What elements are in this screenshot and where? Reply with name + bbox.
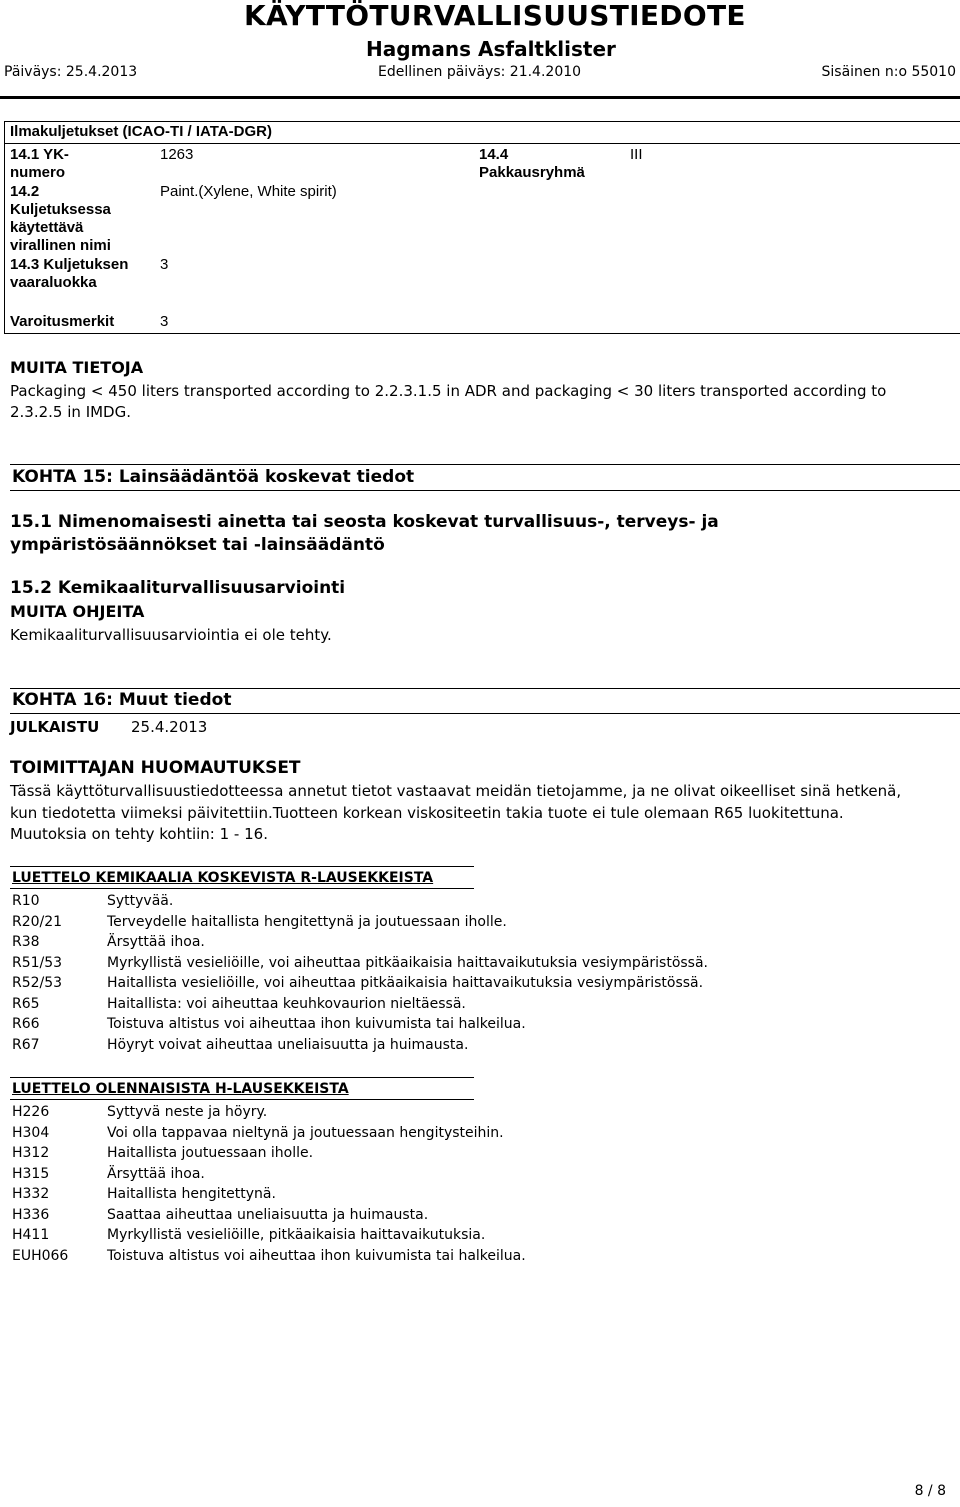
list-item xyxy=(12,892,173,910)
list-item xyxy=(12,1103,267,1121)
shipping-name-label: 14.2 Kuljetuksessa käytettävä virallinen nimi xyxy=(10,183,111,254)
supplier-notes-line-1: Tässä käyttöturvallisuustiedotteessa annetut tietot vastaavat meidän tietojamme, ja ne olivat oikeelliset sinä hetkenä, xyxy=(10,782,902,800)
un-number-label: 14.1 YK-numero xyxy=(10,146,69,181)
phrase-code: R51/53 xyxy=(12,954,63,971)
phrase-code: R20/21 xyxy=(12,913,63,930)
list-item xyxy=(12,933,205,951)
section-16-heading: KOHTA 16: Muut tiedot xyxy=(12,690,232,710)
un-number-value: 1263 xyxy=(160,146,194,163)
phrase-text: Saattaa aiheuttaa uneliaisuutta ja huimausta. xyxy=(107,1206,429,1223)
section-15-top-rule xyxy=(10,464,960,465)
section-16-top-rule xyxy=(10,688,960,689)
list-item xyxy=(12,1247,526,1265)
list-item xyxy=(12,1185,276,1203)
divider xyxy=(4,143,960,144)
list-item xyxy=(12,974,703,992)
shipping-name-value: Paint.(Xylene, White spirit) xyxy=(160,183,337,200)
other-info-line-2: 2.3.2.5 in IMDG. xyxy=(10,403,131,421)
warning-marks-value: 3 xyxy=(160,313,169,330)
phrase-text: Syttyvä neste ja höyry. xyxy=(107,1104,268,1120)
h-list-top-rule xyxy=(10,1077,474,1078)
h-list-title-rule xyxy=(10,1099,474,1100)
list-item xyxy=(12,995,466,1013)
section-15-2-heading: 15.2 Kemikaaliturvallisuusarviointi xyxy=(10,578,346,598)
phrase-text: Haitallista hengitettynä. xyxy=(107,1186,276,1202)
section-15-2-text: Kemikaaliturvallisuusarviointia ei ole tehty. xyxy=(10,626,332,644)
page-number: 8 / 8 xyxy=(914,1483,946,1499)
phrase-text: Myrkyllistä vesieliöille, voi aiheuttaa pitkäaikaisia haittavaikutuksia vesiympäristössä. xyxy=(107,954,709,971)
other-info-heading: MUITA TIETOJA xyxy=(10,358,144,377)
list-item xyxy=(12,1165,205,1183)
section-15-heading: KOHTA 15: Lainsäädäntöä koskevat tiedot xyxy=(12,467,415,487)
list-item xyxy=(12,1144,313,1162)
section-15-1-line-1: 15.1 Nimenomaisesti ainetta tai seosta koskevat turvallisuus-, terveys- ja xyxy=(10,512,719,532)
list-item xyxy=(12,913,507,931)
phrase-text: Toistuva altistus voi aiheuttaa ihon kuivumista tai halkeilua. xyxy=(107,1247,526,1264)
phrase-text: Höyryt voivat aiheuttaa uneliaisuutta ja huimausta. xyxy=(107,1036,469,1053)
internal-number: Sisäinen n:o 55010 xyxy=(821,64,956,80)
air-transport-title: Ilmakuljetukset (ICAO-TI / IATA-DGR) xyxy=(10,123,272,140)
phrase-code: R66 xyxy=(12,1016,40,1032)
issued-value: 25.4.2013 xyxy=(131,718,208,736)
phrase-code: R52/53 xyxy=(12,975,63,991)
list-item xyxy=(12,1124,504,1142)
h-phrases-title: LUETTELO OLENNAISISTA H-LAUSEKKEISTA xyxy=(12,1081,349,1097)
hazard-class-value: 3 xyxy=(160,256,169,273)
r-list-top-rule xyxy=(10,866,474,867)
other-info-line-1: Packaging < 450 liters transported according to 2.2.3.1.5 in ADR and packaging < 30 liters transported according to xyxy=(10,382,887,400)
section-16-bottom-rule xyxy=(10,713,960,714)
phrase-code: R38 xyxy=(12,934,40,950)
phrase-code: R67 xyxy=(12,1036,40,1053)
section-15-bottom-rule xyxy=(10,490,960,491)
list-item xyxy=(12,1206,428,1224)
other-instructions-heading: MUITA OHJEITA xyxy=(10,602,145,621)
phrase-text: Voi olla tappavaa nieltynä ja joutuessaan hengitysteihin. xyxy=(107,1124,504,1141)
phrase-code: H226 xyxy=(12,1104,50,1120)
phrase-code: H315 xyxy=(12,1165,50,1182)
supplier-notes-heading: TOIMITTAJAN HUOMAUTUKSET xyxy=(10,758,301,778)
phrase-code: EUH066 xyxy=(12,1247,69,1264)
phrase-text: Toistuva altistus voi aiheuttaa ihon kuivumista tai halkeilua. xyxy=(107,1016,526,1032)
r-phrases-title: LUETTELO KEMIKAALIA KOSKEVISTA R-LAUSEKKEISTA xyxy=(12,870,434,886)
phrase-text: Myrkyllistä vesieliöille, pitkäaikaisia haittavaikutuksia. xyxy=(107,1227,486,1243)
warning-marks-label: Varoitusmerkit xyxy=(10,313,115,330)
supplier-notes-line-3: Muutoksia on tehty kohtiin: 1 - 16. xyxy=(10,825,268,843)
issued-label: JULKAISTU xyxy=(10,718,100,736)
date: Päiväys: 25.4.2013 xyxy=(4,64,138,80)
phrase-code: H411 xyxy=(12,1227,50,1243)
phrase-text: Haitallista vesieliöille, voi aiheuttaa pitkäaikaisia haittavaikutuksia vesiympäristössä. xyxy=(107,975,704,991)
previous-date: Edellinen päiväys: 21.4.2010 xyxy=(378,64,582,80)
phrase-code: H336 xyxy=(12,1206,50,1223)
header-rule xyxy=(0,96,960,99)
r-phrases-list xyxy=(12,892,912,1062)
phrase-code: H332 xyxy=(12,1186,50,1202)
section-15-1-line-2: ympäristösäännökset tai -lainsäädäntö xyxy=(10,535,385,555)
hazard-class-label: 14.3 Kuljetuksen vaaraluokka xyxy=(10,256,129,291)
packing-group-label: 14.4 Pakkausryhmä xyxy=(479,146,585,181)
phrase-text: Syttyvää. xyxy=(107,893,174,909)
r-list-title-rule xyxy=(10,888,474,889)
phrase-text: Ärsyttää ihoa. xyxy=(107,1165,205,1182)
list-item xyxy=(12,1226,485,1244)
list-item xyxy=(12,1036,468,1054)
h-phrases-list xyxy=(12,1103,912,1273)
phrase-code: H312 xyxy=(12,1145,50,1161)
list-item xyxy=(12,954,708,972)
phrase-text: Haitallista: voi aiheuttaa keuhkovaurion nieltäessä. xyxy=(107,995,466,1012)
phrase-code: H304 xyxy=(12,1124,50,1141)
company-name: Hagmans Asfaltklister xyxy=(366,37,616,61)
phrase-text: Ärsyttää ihoa. xyxy=(107,934,205,950)
supplier-notes-line-2: kun tiedotetta viimeksi päivitettiin.Tuotteen korkean viskositeetin takia tuote ei tule olemaan R65 luokitettuna. xyxy=(10,804,844,822)
phrase-text: Terveydelle haitallista hengitettynä ja joutuessaan iholle. xyxy=(107,913,507,930)
phrase-code: R65 xyxy=(12,995,40,1012)
document-title: KÄYTTÖTURVALLISUUSTIEDOTE xyxy=(244,0,746,32)
header-meta xyxy=(4,64,956,86)
phrase-text: Haitallista joutuessaan iholle. xyxy=(107,1145,314,1161)
packing-group-value: III xyxy=(630,146,643,163)
phrase-code: R10 xyxy=(12,893,40,909)
list-item xyxy=(12,1015,526,1033)
